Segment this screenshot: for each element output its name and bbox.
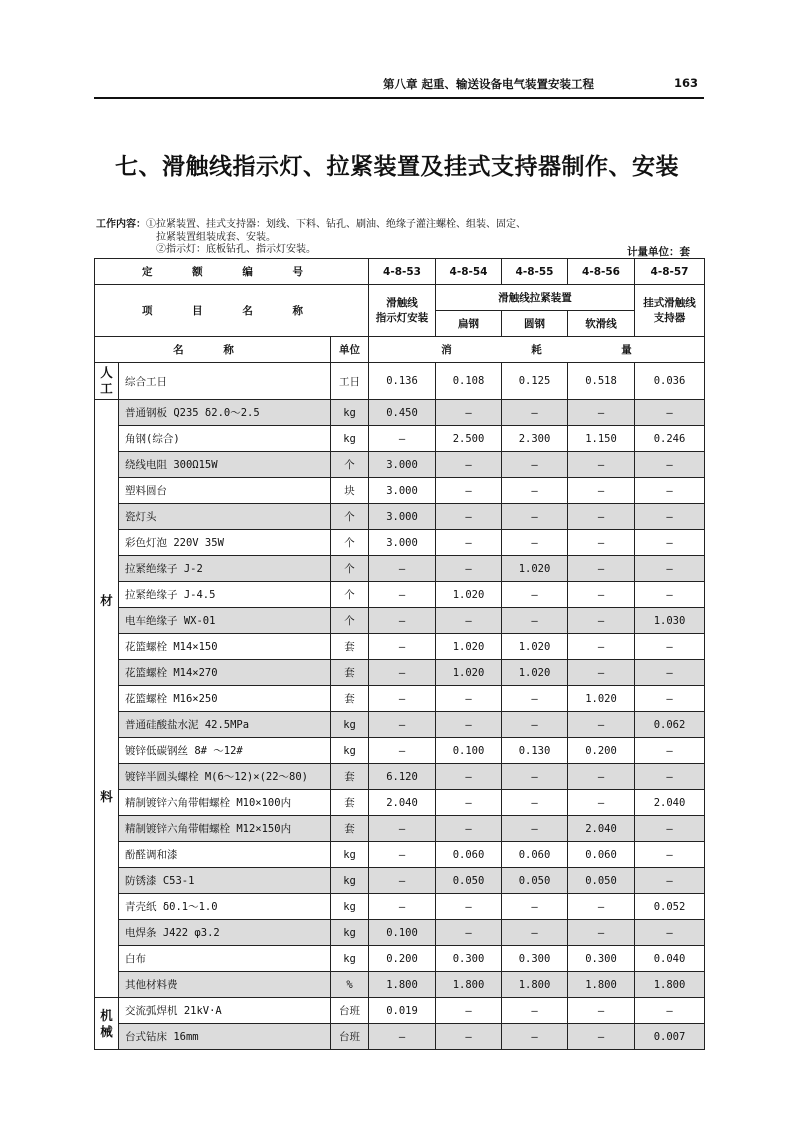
item-value: 0.125 <box>502 363 568 400</box>
header-rule <box>94 97 704 99</box>
item-unit: kg <box>331 712 369 738</box>
item-value: — <box>369 556 436 582</box>
item-value: — <box>436 400 502 426</box>
item-name: 青壳纸 δ0.1～1.0 <box>119 894 331 920</box>
item-value: 1.020 <box>436 634 502 660</box>
item-value: 0.300 <box>502 946 568 972</box>
item-value: — <box>369 1024 436 1050</box>
item-unit: kg <box>331 920 369 946</box>
item-unit: 个 <box>331 556 369 582</box>
item-value: 0.060 <box>436 842 502 868</box>
work-content <box>96 219 704 257</box>
item-value: — <box>436 894 502 920</box>
item-value: 0.050 <box>568 868 635 894</box>
material-row <box>95 582 705 608</box>
item-value: — <box>436 816 502 842</box>
item-name: 白布 <box>119 946 331 972</box>
work-content-line-3: ②指示灯：底板钻孔、指示灯安装。 <box>156 244 316 255</box>
item-value: — <box>369 660 436 686</box>
item-value: — <box>369 816 436 842</box>
item-name: 普通硅酸盐水泥 42.5MPa <box>119 712 331 738</box>
item-value: — <box>568 556 635 582</box>
item-name-row-1 <box>95 285 705 311</box>
item-name: 花篮螺栓 M16×250 <box>119 686 331 712</box>
section-title: 七、滑触线指示灯、拉紧装置及挂式支持器制作、安装 <box>115 154 679 180</box>
item-value: 0.050 <box>502 868 568 894</box>
item-value: 1.020 <box>502 556 568 582</box>
item-value: — <box>568 530 635 556</box>
item-value: — <box>502 764 568 790</box>
item-value: 0.007 <box>635 1024 705 1050</box>
material-row <box>95 946 705 972</box>
item-value: 0.050 <box>436 868 502 894</box>
item-value: — <box>635 556 705 582</box>
column-label-row <box>95 337 705 363</box>
item-value: 1.800 <box>502 972 568 998</box>
consumption-label <box>369 337 705 363</box>
material-row <box>95 816 705 842</box>
item-name: 镀锌半圆头螺栓 M(6～12)×(22～80) <box>119 764 331 790</box>
work-content-label: 工作内容： <box>96 219 146 230</box>
item-unit: kg <box>331 400 369 426</box>
item-value: — <box>369 868 436 894</box>
item-value: 0.130 <box>502 738 568 764</box>
item-value: 1.800 <box>369 972 436 998</box>
item-unit: 套 <box>331 686 369 712</box>
item-name: 普通钢板 Q235 δ2.0～2.5 <box>119 400 331 426</box>
item-value: — <box>568 634 635 660</box>
item-value: — <box>502 530 568 556</box>
item-unit: kg <box>331 738 369 764</box>
item-value: — <box>502 608 568 634</box>
item-value: — <box>436 790 502 816</box>
item-name: 交流弧焊机 21kV·A <box>119 998 331 1024</box>
item-name: 精制镀锌六角带帽螺栓 M10×100内 <box>119 790 331 816</box>
item-value: 0.052 <box>635 894 705 920</box>
item-value: 2.300 <box>502 426 568 452</box>
category-char: 材 <box>100 592 113 608</box>
item-value: 3.000 <box>369 530 436 556</box>
item-value: — <box>436 452 502 478</box>
material-row <box>95 764 705 790</box>
item-value: — <box>369 582 436 608</box>
name-label: 名 称 <box>95 337 331 363</box>
quota-no-label: 定 额 编 号 <box>95 259 369 285</box>
item-value: — <box>635 764 705 790</box>
quota-code: 4-8-55 <box>502 259 568 285</box>
tension-device-group: 滑触线拉紧装置 <box>436 285 635 311</box>
measurement-unit: 计量单位：套 <box>627 246 690 258</box>
consume-char: 消 <box>441 344 452 356</box>
item-unit: 个 <box>331 608 369 634</box>
material-row <box>95 504 705 530</box>
item-value: 0.246 <box>635 426 705 452</box>
item-value: — <box>635 738 705 764</box>
category-char: 料 <box>100 788 113 804</box>
item-value: — <box>502 1024 568 1050</box>
item-value: — <box>436 504 502 530</box>
item-unit: % <box>331 972 369 998</box>
material-row <box>95 868 705 894</box>
item-name: 电车绝缘子 WX-01 <box>119 608 331 634</box>
item-value: — <box>568 478 635 504</box>
item-value: — <box>502 790 568 816</box>
item-value: — <box>568 998 635 1024</box>
item-name: 花篮螺栓 M14×270 <box>119 660 331 686</box>
item-name: 瓷灯头 <box>119 504 331 530</box>
quota-code: 4-8-53 <box>369 259 436 285</box>
item-unit: 套 <box>331 764 369 790</box>
item-value: — <box>369 608 436 634</box>
material-row <box>95 478 705 504</box>
item-value: — <box>635 920 705 946</box>
item-value: — <box>369 894 436 920</box>
work-content-line-1: ①拉紧装置、挂式支持器：划线、下料、钻孔、刷油、绝缘子灌注螺栓、组装、固定、 <box>146 219 526 230</box>
sub-round-steel: 圆钢 <box>502 311 568 337</box>
item-unit: 套 <box>331 816 369 842</box>
item-value: 0.300 <box>568 946 635 972</box>
item-name: 花篮螺栓 M14×150 <box>119 634 331 660</box>
item-value: 0.300 <box>436 946 502 972</box>
item-value: — <box>568 452 635 478</box>
item-value: 1.020 <box>502 634 568 660</box>
material-row <box>95 972 705 998</box>
item-value: — <box>502 504 568 530</box>
item-unit: kg <box>331 426 369 452</box>
item-value: 0.200 <box>568 738 635 764</box>
quota-code-row <box>95 259 705 285</box>
item-value: 0.040 <box>635 946 705 972</box>
item-name: 绕线电阻 300Ω15W <box>119 452 331 478</box>
item-name: 电焊条 J422 φ3.2 <box>119 920 331 946</box>
item-value: — <box>635 530 705 556</box>
material-row <box>95 738 705 764</box>
material-row <box>95 426 705 452</box>
item-value: — <box>436 556 502 582</box>
item-value: — <box>369 842 436 868</box>
item-value: — <box>568 790 635 816</box>
item-value: — <box>502 452 568 478</box>
item-value: — <box>502 894 568 920</box>
consume-char: 耗 <box>531 344 542 356</box>
item-name: 精制镀锌六角带帽螺栓 M12×150内 <box>119 816 331 842</box>
item-name: 塑料圆台 <box>119 478 331 504</box>
material-row <box>95 790 705 816</box>
material-row <box>95 400 705 426</box>
machine-row <box>95 998 705 1024</box>
item-value: 1.020 <box>568 686 635 712</box>
item-unit: 台班 <box>331 1024 369 1050</box>
item-name: 台式钻床 16mm <box>119 1024 331 1050</box>
item-value: 2.500 <box>436 426 502 452</box>
item-value: — <box>635 582 705 608</box>
item-value: — <box>568 1024 635 1050</box>
item-value: 1.150 <box>568 426 635 452</box>
item-unit: 个 <box>331 452 369 478</box>
item-value: 3.000 <box>369 478 436 504</box>
item-value: 0.136 <box>369 363 436 400</box>
item-value: — <box>436 1024 502 1050</box>
item-name: 镀锌低碳钢丝 8# ～12# <box>119 738 331 764</box>
item-name-label: 项 目 名 称 <box>95 285 369 337</box>
item-value: — <box>635 998 705 1024</box>
item-value: — <box>436 998 502 1024</box>
category-materials <box>95 400 119 998</box>
item-value: — <box>635 842 705 868</box>
item-value: — <box>369 712 436 738</box>
item-value: 6.120 <box>369 764 436 790</box>
item-value: 0.200 <box>369 946 436 972</box>
item-value: 0.100 <box>369 920 436 946</box>
labor-row <box>95 363 705 400</box>
item-value: — <box>369 426 436 452</box>
item-value: — <box>635 400 705 426</box>
col-hanging-support-l2: 支持器 <box>653 311 686 324</box>
item-unit: kg <box>331 842 369 868</box>
item-unit: 个 <box>331 504 369 530</box>
item-value: — <box>568 920 635 946</box>
item-value: 3.000 <box>369 452 436 478</box>
item-name: 角钢(综合) <box>119 426 331 452</box>
material-row <box>95 686 705 712</box>
sub-flat-steel: 扁钢 <box>436 311 502 337</box>
material-row <box>95 660 705 686</box>
item-unit: kg <box>331 946 369 972</box>
item-name: 拉紧绝缘子 J-2 <box>119 556 331 582</box>
item-value: 1.800 <box>436 972 502 998</box>
item-value: — <box>635 868 705 894</box>
item-value: 0.019 <box>369 998 436 1024</box>
col-indicator-lamp <box>369 285 436 337</box>
item-value: — <box>369 738 436 764</box>
item-value: — <box>635 634 705 660</box>
material-row <box>95 556 705 582</box>
item-value: 2.040 <box>635 790 705 816</box>
material-row <box>95 894 705 920</box>
item-value: 0.518 <box>568 363 635 400</box>
material-row <box>95 452 705 478</box>
category-labor: 人工 <box>95 363 119 400</box>
quota-code: 4-8-56 <box>568 259 635 285</box>
item-value: — <box>635 660 705 686</box>
item-value: 3.000 <box>369 504 436 530</box>
quota-table <box>94 258 705 1050</box>
page-number: 163 <box>673 76 698 90</box>
item-value: — <box>369 634 436 660</box>
work-content-line-2: 拉紧装置组装成套、安装。 <box>156 231 276 243</box>
item-value: 1.020 <box>436 582 502 608</box>
item-unit: 套 <box>331 634 369 660</box>
item-value: 1.800 <box>635 972 705 998</box>
item-value: — <box>502 400 568 426</box>
item-value: — <box>436 686 502 712</box>
material-row <box>95 608 705 634</box>
item-value: — <box>568 608 635 634</box>
item-value: 1.020 <box>502 660 568 686</box>
item-value: — <box>436 712 502 738</box>
item-value: — <box>502 998 568 1024</box>
col-indicator-lamp-l2: 指示灯安装 <box>375 311 429 324</box>
category-char: 机械 <box>100 1007 113 1039</box>
item-value: — <box>635 478 705 504</box>
item-value: — <box>568 764 635 790</box>
quota-code: 4-8-54 <box>436 259 502 285</box>
chapter-title: 第八章 起重、输送设备电气装置安装工程 <box>382 77 594 91</box>
item-unit: 套 <box>331 660 369 686</box>
item-value: — <box>436 764 502 790</box>
item-value: — <box>502 686 568 712</box>
item-unit: 个 <box>331 582 369 608</box>
unit-label: 单位 <box>331 337 369 363</box>
sub-soft-wire: 软滑线 <box>568 311 635 337</box>
item-value: — <box>635 816 705 842</box>
item-value: 1.020 <box>436 660 502 686</box>
item-unit: kg <box>331 868 369 894</box>
item-value: 2.040 <box>568 816 635 842</box>
item-value: — <box>568 894 635 920</box>
item-unit: kg <box>331 894 369 920</box>
material-row <box>95 634 705 660</box>
item-value: 0.060 <box>502 842 568 868</box>
item-name: 防锈漆 C53-1 <box>119 868 331 894</box>
item-value: — <box>635 686 705 712</box>
item-value: 1.800 <box>568 972 635 998</box>
item-value: — <box>502 816 568 842</box>
item-value: — <box>436 478 502 504</box>
item-value: — <box>635 504 705 530</box>
consume-char: 量 <box>621 344 632 356</box>
item-name: 拉紧绝缘子 J-4.5 <box>119 582 331 608</box>
item-value: — <box>568 504 635 530</box>
item-unit: 工日 <box>331 363 369 400</box>
machine-row <box>95 1024 705 1050</box>
item-value: 0.036 <box>635 363 705 400</box>
item-value: — <box>436 920 502 946</box>
material-row <box>95 920 705 946</box>
item-value: — <box>502 712 568 738</box>
item-value: — <box>502 478 568 504</box>
page-header <box>94 72 704 94</box>
item-value: 0.060 <box>568 842 635 868</box>
item-value: — <box>436 608 502 634</box>
item-value: — <box>568 582 635 608</box>
item-value: 0.100 <box>436 738 502 764</box>
quota-code: 4-8-57 <box>635 259 705 285</box>
col-hanging-support <box>635 285 705 337</box>
item-value: 2.040 <box>369 790 436 816</box>
item-value: — <box>568 712 635 738</box>
item-name: 彩色灯泡 220V 35W <box>119 530 331 556</box>
item-name: 综合工日 <box>119 363 331 400</box>
item-value: — <box>635 452 705 478</box>
material-row <box>95 842 705 868</box>
col-hanging-support-l1: 挂式滑触线 <box>643 296 696 309</box>
item-unit: 块 <box>331 478 369 504</box>
item-value: — <box>436 530 502 556</box>
item-value: 0.450 <box>369 400 436 426</box>
item-unit: 台班 <box>331 998 369 1024</box>
material-row <box>95 712 705 738</box>
item-value: — <box>568 660 635 686</box>
item-unit: 套 <box>331 790 369 816</box>
category-machines <box>95 998 119 1050</box>
item-name: 酚醛调和漆 <box>119 842 331 868</box>
item-value: 0.062 <box>635 712 705 738</box>
col-indicator-lamp-l1: 滑触线 <box>386 296 418 309</box>
item-value: 0.108 <box>436 363 502 400</box>
item-value: — <box>568 400 635 426</box>
item-value: — <box>502 920 568 946</box>
item-name: 其他材料费 <box>119 972 331 998</box>
item-value: — <box>502 582 568 608</box>
item-value: — <box>369 686 436 712</box>
item-unit: 个 <box>331 530 369 556</box>
item-value: 1.030 <box>635 608 705 634</box>
material-row <box>95 530 705 556</box>
